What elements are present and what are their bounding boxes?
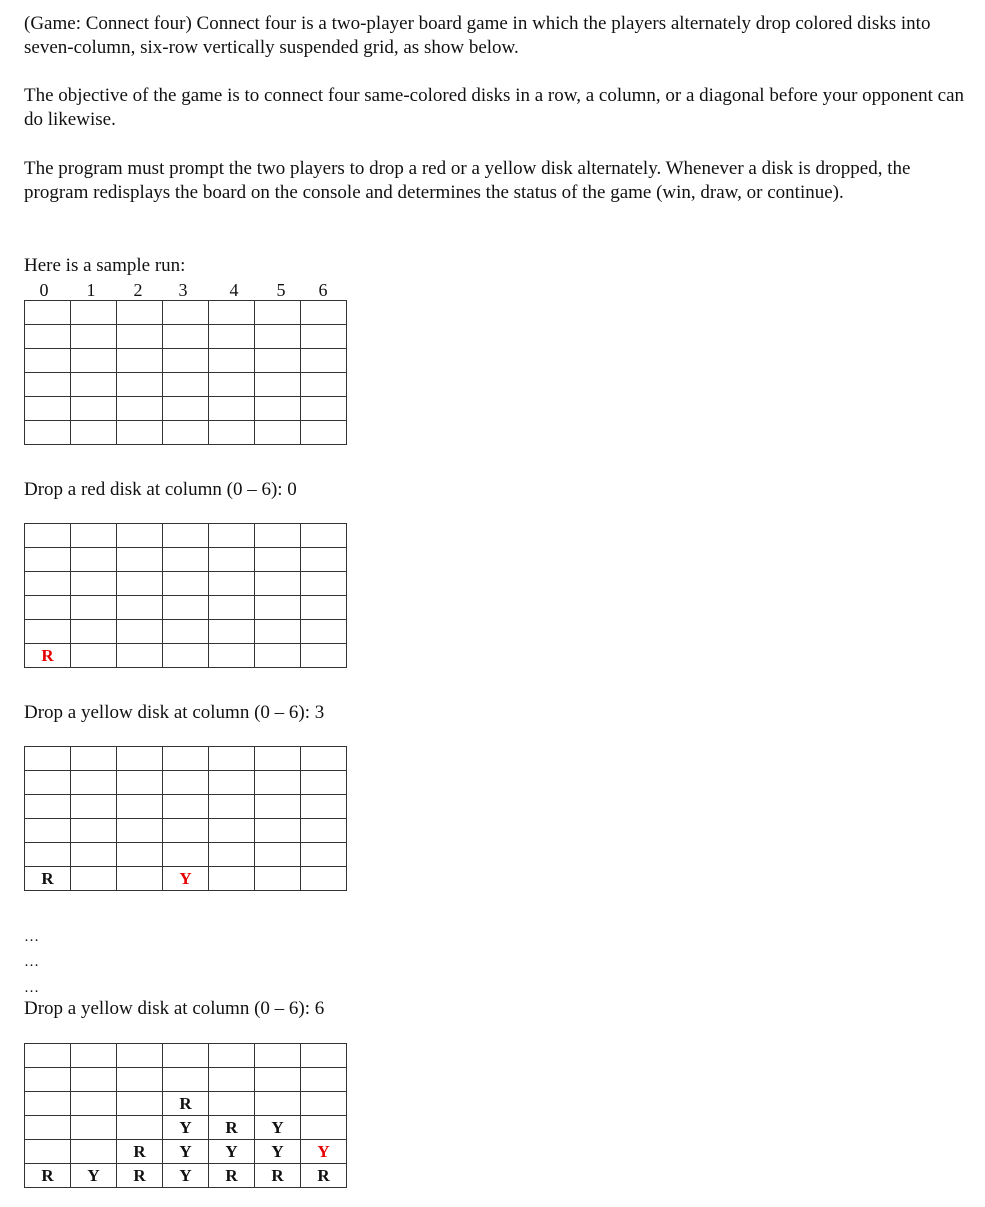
board-cell: [117, 1092, 163, 1116]
board-row: [25, 1140, 347, 1164]
prompt-drop-yellow-6: Drop a yellow disk at column (0 – 6): 6: [24, 998, 325, 1019]
board-cell: [209, 819, 255, 843]
board-cell: [71, 843, 117, 867]
board-cell: R: [255, 1164, 301, 1188]
board-cell: [71, 1140, 117, 1164]
board-cell: [301, 843, 347, 867]
board-cell: [117, 867, 163, 891]
board-cell: [255, 397, 301, 421]
board-cell: [301, 373, 347, 397]
board-cell: [301, 596, 347, 620]
board-cell: [209, 421, 255, 445]
board-cell: [117, 843, 163, 867]
board-cell: [117, 397, 163, 421]
board-cell: [25, 771, 71, 795]
board-cell: [117, 1116, 163, 1140]
ellipsis-2: …: [24, 954, 39, 970]
board-cell: [117, 1068, 163, 1092]
board-cell: [117, 771, 163, 795]
board-cell: [301, 747, 347, 771]
board-row: [25, 1092, 347, 1116]
board-row: [25, 572, 347, 596]
board-cell: [71, 596, 117, 620]
board-cell: [117, 572, 163, 596]
board-row: [25, 819, 347, 843]
column-number-6: 6: [318, 280, 328, 300]
board-cell: [71, 421, 117, 445]
board-cell: Y: [301, 1140, 347, 1164]
board-cell: [301, 572, 347, 596]
board-cell: [71, 867, 117, 891]
board-cell: [117, 644, 163, 668]
board-row: [25, 1044, 347, 1068]
board-cell: [25, 795, 71, 819]
board-cell: [117, 421, 163, 445]
board-cell: [117, 548, 163, 572]
column-number-0: 0: [39, 280, 49, 300]
board-cell: [25, 349, 71, 373]
board-cell: Y: [255, 1140, 301, 1164]
board-row: [25, 644, 347, 668]
board-cell: R: [117, 1140, 163, 1164]
board-cell: [25, 572, 71, 596]
board-cell: [163, 795, 209, 819]
board-cell: [301, 819, 347, 843]
board-cell: [301, 349, 347, 373]
board-cell: [25, 373, 71, 397]
column-number-4: 4: [229, 280, 239, 300]
board-cell: [71, 1092, 117, 1116]
board-cell: [25, 1092, 71, 1116]
board-cell: [117, 524, 163, 548]
board-cell: [163, 644, 209, 668]
board-after-red-0: [24, 523, 347, 668]
column-number-5: 5: [276, 280, 286, 300]
board-cell: [71, 747, 117, 771]
board-cell: [301, 1044, 347, 1068]
board-cell: [117, 795, 163, 819]
board-cell: [209, 524, 255, 548]
board-cell: [117, 819, 163, 843]
board-cell: [117, 301, 163, 325]
board-cell: [163, 747, 209, 771]
board-row: [25, 596, 347, 620]
board-cell: [25, 819, 71, 843]
board-cell: [301, 1092, 347, 1116]
board-cell: [301, 867, 347, 891]
intro-paragraph-game: (Game: Connect four) Connect four is a two-player board game in which the players alternately drop colored disks into seven-column, six-row vertically suspended grid, as show below.: [24, 13, 931, 58]
board-cell: Y: [163, 1140, 209, 1164]
board-cell: [255, 548, 301, 572]
board-cell: [25, 1140, 71, 1164]
board-cell: [255, 747, 301, 771]
board-cell: [71, 524, 117, 548]
board-cell: [71, 373, 117, 397]
intro-paragraph-objective: The objective of the game is to connect four same-colored disks in a row, a column, or a diagonal before your opponent can do likewise.: [24, 85, 965, 130]
board-cell: [163, 349, 209, 373]
board-row: [25, 1068, 347, 1092]
board-cell: [25, 596, 71, 620]
board-cell: [25, 1068, 71, 1092]
board-cell: [163, 421, 209, 445]
board-cell: [25, 301, 71, 325]
board-cell: [209, 771, 255, 795]
board-cell: [209, 644, 255, 668]
board-row: [25, 524, 347, 548]
board-cell: [209, 795, 255, 819]
board-cell: [301, 620, 347, 644]
board-cell: [71, 301, 117, 325]
board-cell: [301, 1116, 347, 1140]
board-cell: R: [25, 1164, 71, 1188]
board-cell: [117, 596, 163, 620]
board-final: [24, 1043, 347, 1188]
board-cell: [117, 325, 163, 349]
board-cell: [255, 349, 301, 373]
board-row: [25, 747, 347, 771]
board-cell: R: [117, 1164, 163, 1188]
board-cell: [301, 795, 347, 819]
board-cell: [301, 548, 347, 572]
column-numbers: [24, 280, 352, 300]
board-initial: [24, 300, 347, 445]
board-after-yellow-3: [24, 746, 347, 891]
board-cell: [255, 867, 301, 891]
board-cell: [163, 572, 209, 596]
board-cell: [25, 1044, 71, 1068]
board-row: [25, 301, 347, 325]
board-cell: [71, 349, 117, 373]
board-cell: [301, 397, 347, 421]
board-cell: [209, 349, 255, 373]
board-cell: [163, 843, 209, 867]
board-cell: [255, 301, 301, 325]
board-cell: [209, 1068, 255, 1092]
board-cell: [209, 397, 255, 421]
board-cell: Y: [163, 867, 209, 891]
board-cell: R: [163, 1092, 209, 1116]
board-cell: [255, 771, 301, 795]
board-row: [25, 421, 347, 445]
board-cell: [209, 596, 255, 620]
board-cell: [255, 524, 301, 548]
board-cell: [209, 747, 255, 771]
board-cell: [117, 620, 163, 644]
board-row: [25, 1164, 347, 1188]
board-cell: R: [209, 1116, 255, 1140]
board-cell: [25, 421, 71, 445]
board-cell: R: [301, 1164, 347, 1188]
board-cell: [163, 524, 209, 548]
board-cell: Y: [255, 1116, 301, 1140]
board-cell: [25, 620, 71, 644]
board-cell: [301, 301, 347, 325]
board-cell: [301, 325, 347, 349]
board-cell: [255, 644, 301, 668]
board-cell: [301, 421, 347, 445]
board-cell: [71, 1044, 117, 1068]
board-cell: [25, 325, 71, 349]
board-cell: [209, 1092, 255, 1116]
board-row: [25, 843, 347, 867]
board-cell: [301, 1068, 347, 1092]
board-row: [25, 771, 347, 795]
column-number-2: 2: [133, 280, 143, 300]
board-cell: [255, 1068, 301, 1092]
board-cell: [301, 771, 347, 795]
board-cell: [71, 397, 117, 421]
board-cell: [163, 1068, 209, 1092]
board-cell: [163, 596, 209, 620]
board-row: [25, 1116, 347, 1140]
board-cell: [117, 1044, 163, 1068]
board-cell: R: [25, 867, 71, 891]
board-cell: [71, 620, 117, 644]
board-cell: [71, 795, 117, 819]
board-cell: [301, 524, 347, 548]
board-cell: [71, 325, 117, 349]
board-cell: [255, 325, 301, 349]
board-cell: [301, 644, 347, 668]
board-cell: R: [25, 644, 71, 668]
board-row: [25, 397, 347, 421]
board-cell: [255, 819, 301, 843]
column-number-3: 3: [178, 280, 188, 300]
board-cell: [163, 325, 209, 349]
board-cell: [25, 397, 71, 421]
board-cell: [163, 1044, 209, 1068]
board-cell: R: [209, 1164, 255, 1188]
intro-paragraph-program: The program must prompt the two players to drop a red or a yellow disk alternately. Whenever a disk is dropped, the program redisplays the board on the console and determines the status of the game (win, draw, or continue).: [24, 158, 911, 203]
board-cell: [71, 548, 117, 572]
board-row: [25, 867, 347, 891]
board-row: [25, 548, 347, 572]
board-cell: [117, 373, 163, 397]
sample-run-label: Here is a sample run:: [24, 255, 186, 276]
board-row: [25, 349, 347, 373]
board-cell: [209, 301, 255, 325]
column-number-1: 1: [86, 280, 96, 300]
board-cell: Y: [163, 1116, 209, 1140]
board-cell: [255, 373, 301, 397]
board-cell: Y: [71, 1164, 117, 1188]
board-cell: [255, 572, 301, 596]
board-cell: [25, 747, 71, 771]
board-cell: [255, 596, 301, 620]
board-cell: [255, 421, 301, 445]
board-cell: [209, 548, 255, 572]
board-cell: [163, 301, 209, 325]
board-cell: [209, 1044, 255, 1068]
board-cell: [71, 771, 117, 795]
board-cell: [25, 843, 71, 867]
board-cell: [71, 644, 117, 668]
board-cell: [25, 548, 71, 572]
board-row: [25, 373, 347, 397]
board-cell: Y: [209, 1140, 255, 1164]
board-cell: [209, 373, 255, 397]
board-cell: [71, 1116, 117, 1140]
board-cell: [117, 747, 163, 771]
board-cell: [117, 349, 163, 373]
board-cell: [163, 397, 209, 421]
board-cell: [71, 572, 117, 596]
board-cell: [255, 843, 301, 867]
board-cell: [209, 325, 255, 349]
board-cell: [255, 1044, 301, 1068]
ellipsis-1: …: [24, 929, 39, 945]
board-cell: [255, 795, 301, 819]
board-cell: [163, 373, 209, 397]
board-row: [25, 620, 347, 644]
board-cell: [25, 524, 71, 548]
board-row: [25, 325, 347, 349]
prompt-drop-red: Drop a red disk at column (0 – 6): 0: [24, 479, 297, 500]
ellipsis-3: …: [24, 980, 39, 996]
board-cell: [163, 548, 209, 572]
board-cell: [255, 620, 301, 644]
board-cell: [25, 1116, 71, 1140]
board-cell: [209, 843, 255, 867]
board-cell: [163, 771, 209, 795]
board-cell: [209, 867, 255, 891]
board-cell: [209, 620, 255, 644]
board-cell: [163, 819, 209, 843]
board-cell: [71, 1068, 117, 1092]
board-cell: Y: [163, 1164, 209, 1188]
board-cell: [255, 1092, 301, 1116]
board-cell: [163, 620, 209, 644]
board-row: [25, 795, 347, 819]
board-cell: [71, 819, 117, 843]
board-cell: [209, 572, 255, 596]
prompt-drop-yellow-3: Drop a yellow disk at column (0 – 6): 3: [24, 702, 325, 723]
